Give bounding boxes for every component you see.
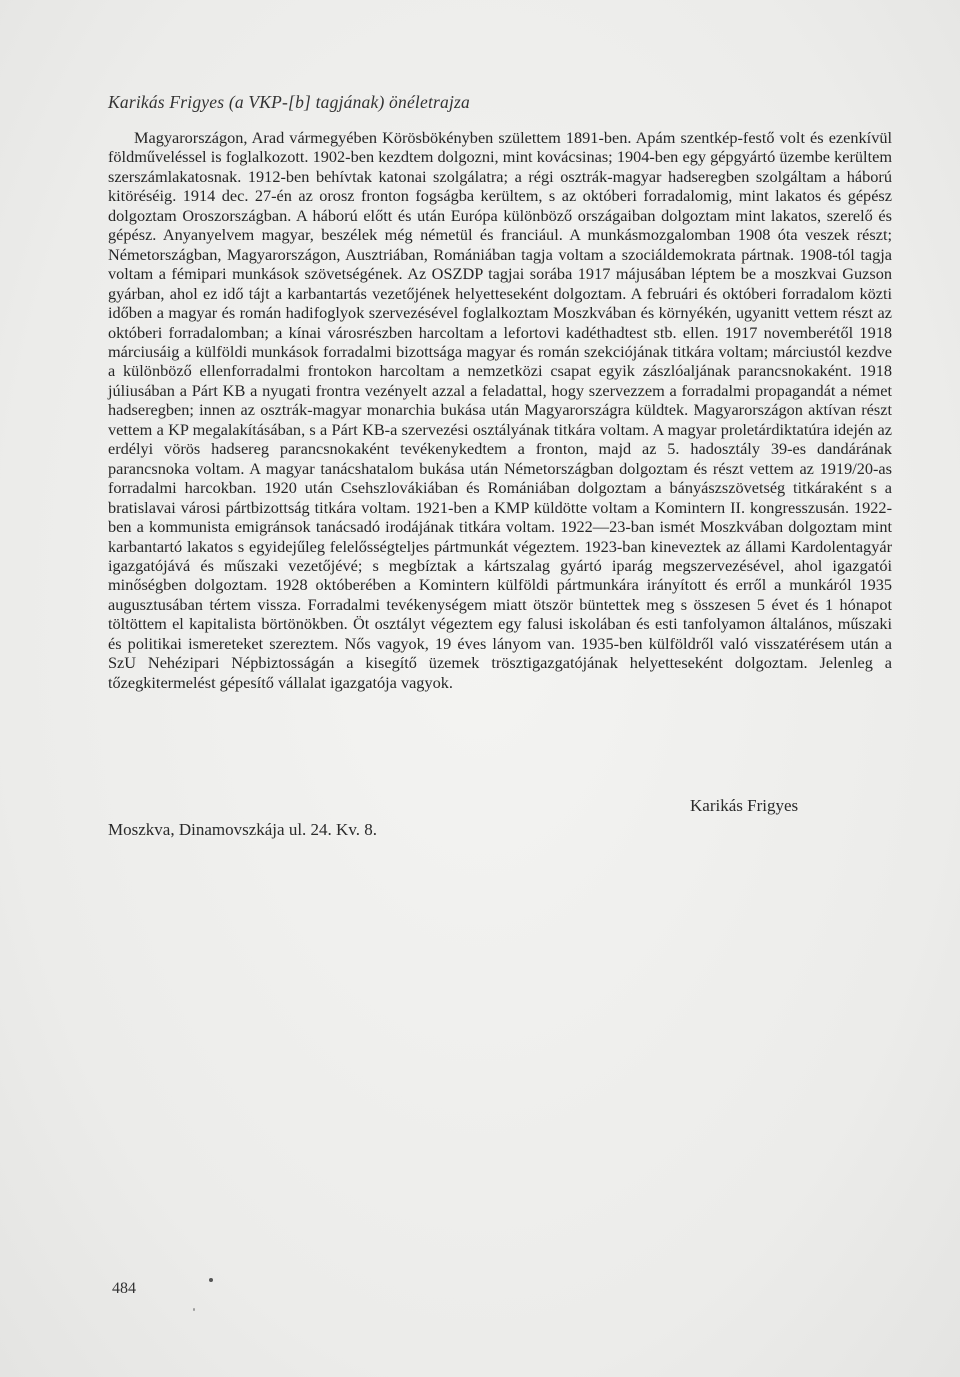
page-number: 484 xyxy=(112,1280,136,1297)
address: Moszkva, Dinamovszkája ul. 24. Kv. 8. xyxy=(108,820,377,839)
signature: Karikás Frigyes xyxy=(690,796,799,815)
document-title: Karikás Frigyes (a VKP-[b] tagjának) önéletrajza xyxy=(108,92,470,112)
scan-speck xyxy=(209,1278,213,1282)
scan-speck xyxy=(193,1308,195,1311)
body-text xyxy=(108,128,892,692)
body-paragraph: Magyarországon, Arad vármegyében Körösbökényben születtem 1891-ben. Apám szentkép-festő volt és ezenkívül földműveléssel is foglalkozott. 1902-ben kezdtem dolgozni, mint kovácsinas; 1904-ben egy gépgyártó üzembe kerültem szerszámlakatosnak. 1912-ben behívtak katonai szolgálatra; a régi osztrák-magyar hadseregben szolgáltam a háború kitöréséig. 1914 dec. 27-én az orosz fronton fogságba kerültem, s az októberi forradalomig, mint lakatos és gépész dolgoztam Oroszországban. A háború előtt és után Európa különböző országaiban dolgoztam mint lakatos, szerelő és gépész. Anyanyelvem magyar, beszélek még németül és franciául. A munkásmozgalomban 1908 óta veszek részt; Németországban, Magyarországon, Ausztriában, Romániában tagja voltam a szociáldemokrata pártnak. 1908-tól tagja voltam a fémipari munkások szövetségének. Az OSZDP tagjai sorába 1917 májusában léptem be a moszkvai Guzson gyárban, ahol ez idő tájt a karbantartás vezetőjének helyetteseként dolgoztam. A februári és októberi forradalom közti időben a magyar és román hadifoglyok szervezésével foglalkoztam Moszkvában és környékén, ugyanitt vettem részt az októberi forradalomban; a kínai városrészben harcoltam a lefortovi kadéthadtest stb. ellen. 1917 novemberétől 1918 márciusáig a külföldi munkások forradalmi bizottsága magyar és román szekciójának titkára voltam; márciustól kezdve a különböző ellenforradalmi frontokon harcoltam a nemzetközi csapat egyik zászlóaljának parancsnokaként. 1918 júliusában a Párt KB a nyugati frontra vezényelt azzal a feladattal, hogy szervezzem a forradalmi propagandát a német hadseregben; innen az osztrák-magyar monarchia bukása után Magyarországra küldtek. Magyarországon aktívan részt vettem a KP megalakításában, s a Párt KB-a szervezési osztályának titkára voltam. A magyar proletárdiktatúra idején az erdélyi vörös hadsereg parancsnokaként tevékenykedtem a fronton, majd az 5. hadosztály 39-es dandárának parancsnoka voltam. A magyar tanácshatalom bukása után Németországban dolgoztam és részt vettem az 1919/20-as forradalmi harcokban. 1920 után Csehszlovákiában és Romániában dolgoztam a bányászszövetség titkáraként s a bratislavai városi pártbizottság titkára voltam. 1921-ben a KMP küldötte voltam a Komintern II. kongresszusán. 1922-ben a kommunista emigránsok tanácsadó irodájának titkára voltam. 1922—23-ban ismét Moszkvában dolgoztam mint karbantartó lakatos s egyidejűleg felelősségteljes pártmunkát végeztem. 1923-ban kineveztek az állami Kardolentagyár igazgatójává és műszaki vezetőjévé; s megbíztak a kártszalag gyártó iparág megszervezésével, ahol igazgatói minőségben dolgoztam. 1928 októberében a Komintern külföldi pártmunkára irányított és erről a munkáról 1935 augusztusában tértem vissza. Forradalmi tevékenységem miatt ötször büntettek meg s összesen 5 évet és 1 hónapot töltöttem el kapitalista börtönökben. Öt osztályt végeztem egy falusi iskolában és esti tanfolyamon általános, műszaki és politikai ismereteket szereztem. Nős vagyok, 19 éves lányom van. 1935-ben külföldről való visszatérésem után a SzU Nehézipari Népbiztosságán a kisegítő üzemek trösztigazgatójának helyetteseként dolgoztam. Jelenleg a tőzegkitermelést gépesítő vállalat igazgatója vagyok. xyxy=(108,128,892,692)
